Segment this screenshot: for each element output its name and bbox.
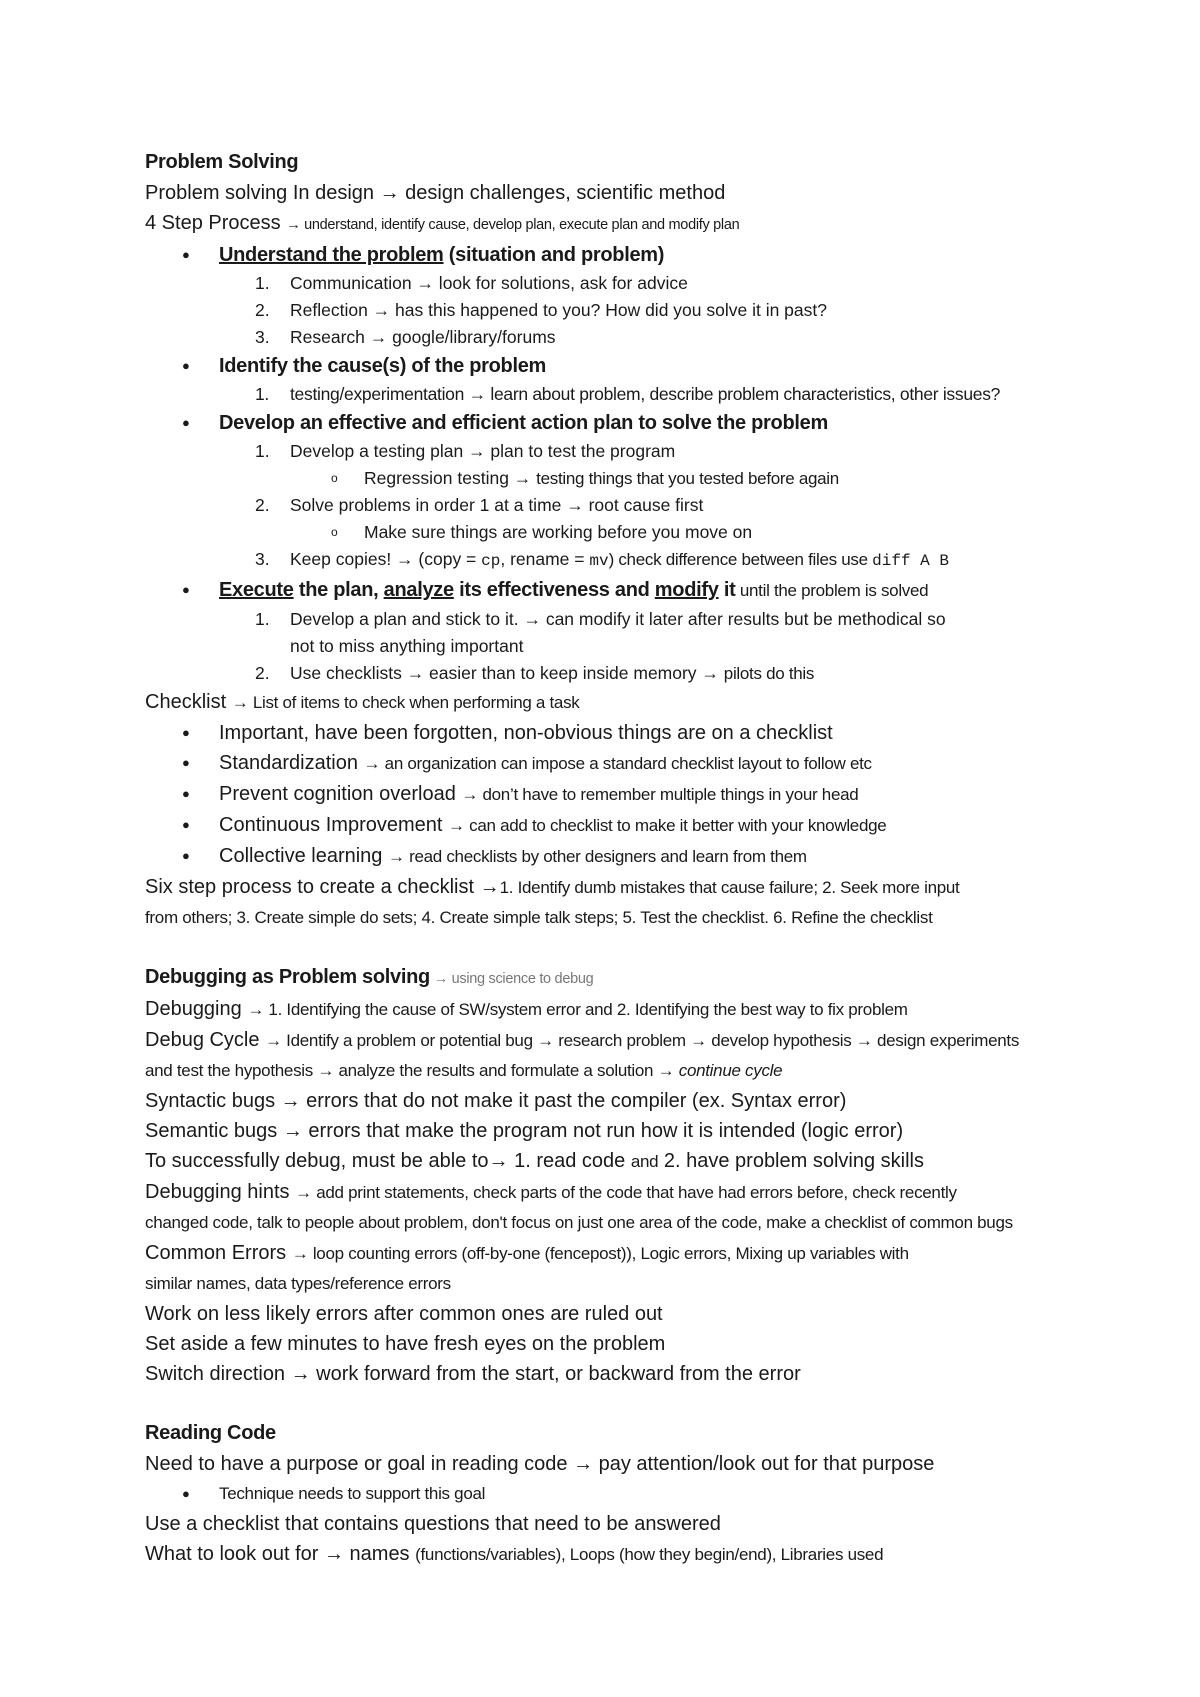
- document-page: [145, 146, 1065, 1570]
- text: Six step process to create a checklist →: [145, 876, 500, 898]
- text: Solve problems in order 1 at a time → root cause first: [290, 495, 704, 515]
- text: analyze: [383, 579, 454, 601]
- paragraph: similar names, data types/reference errors: [145, 1274, 451, 1293]
- numbered-item: [145, 660, 1065, 687]
- number: 1.: [255, 609, 270, 629]
- text: → understand, identify cause, develop plan, execute plan and modify plan: [286, 217, 740, 233]
- paragraph: Problem solving In design → design challenges, scientific method: [145, 182, 726, 204]
- code: diff A B: [872, 552, 949, 570]
- number: 1.: [255, 273, 270, 293]
- text: Research → google/library/forums: [290, 327, 556, 347]
- bullet-item: [145, 810, 1065, 841]
- text: it: [718, 579, 736, 601]
- bullet-item: [145, 718, 1065, 748]
- text: 2. have problem solving skills: [658, 1150, 924, 1172]
- text: 1. Identify dumb mistakes that cause failure; 2. Seek more input: [499, 878, 960, 897]
- text: , rename =: [500, 549, 590, 569]
- code: cp: [481, 552, 501, 570]
- paragraph: [145, 994, 1065, 1025]
- paragraph: Need to have a purpose or goal in reading code → pay attention/look out for that purpose: [145, 1453, 935, 1475]
- circle-bullet-icon: o: [331, 471, 338, 485]
- text: Develop a testing plan → plan to test the program: [290, 441, 676, 461]
- bullet-icon: ●: [182, 582, 190, 597]
- text: → 1. Identifying the cause of SW/system error and 2. Identifying the best way to fix problem: [247, 1000, 908, 1019]
- bullet-icon: ●: [182, 247, 190, 262]
- text: → loop counting errors (off-by-one (fencepost)), Logic errors, Mixing up variables with: [291, 1244, 909, 1263]
- text: What to look out for → names: [145, 1543, 416, 1565]
- text: Debugging hints: [145, 1181, 296, 1203]
- text: → using science to debug: [429, 971, 594, 987]
- circle-bullet-icon: o: [331, 525, 338, 539]
- paragraph: Work on less likely errors after common ones are ruled out: [145, 1303, 663, 1325]
- section-title-reading-code: Reading Code: [145, 1422, 276, 1444]
- text: Keep copies! → (copy =: [290, 549, 482, 569]
- text: Technique needs to support this goal: [219, 1484, 486, 1503]
- bullet-icon: ●: [182, 848, 190, 863]
- paragraph: Switch direction → work forward from the start, or backward from the error: [145, 1363, 801, 1385]
- paragraph: Syntactic bugs → errors that do not make it past the compiler (ex. Syntax error): [145, 1090, 847, 1112]
- text: continue cycle: [678, 1061, 783, 1080]
- paragraph: [145, 687, 1065, 718]
- number: 2.: [255, 495, 270, 515]
- text: Common Errors: [145, 1242, 292, 1264]
- text: Make sure things are working before you move on: [364, 522, 753, 542]
- text: the plan,: [293, 579, 384, 601]
- bullet-item: [145, 748, 1065, 779]
- text: testing/experimentation → learn about problem, describe problem characteristics, other issues?: [290, 384, 1001, 404]
- text: → an organization can impose a standard checklist layout to follow etc: [363, 754, 872, 773]
- paragraph: changed code, talk to people about problem, don't focus on just one area of the code, make a checklist of common bugs: [145, 1213, 1013, 1232]
- text: Checklist: [145, 691, 232, 713]
- bullet-item: [145, 408, 1065, 438]
- text: → don’t have to remember multiple things in your head: [461, 785, 859, 804]
- bullet-item: [145, 841, 1065, 872]
- number: 2.: [255, 300, 270, 320]
- text: Identify the cause(s) of the problem: [219, 355, 547, 377]
- paragraph: Use a checklist that contains questions that need to be answered: [145, 1513, 721, 1535]
- numbered-item: [145, 270, 1065, 297]
- numbered-item: [145, 606, 1065, 633]
- bullet-item: [145, 1479, 1065, 1509]
- text: → List of items to check when performing a task: [231, 693, 580, 712]
- numbered-item: [145, 492, 1065, 519]
- bullet-item: [145, 240, 1065, 270]
- bullet-icon: ●: [182, 415, 190, 430]
- paragraph: [145, 1146, 1065, 1177]
- numbered-item: [145, 297, 1065, 324]
- bullet-icon: ●: [182, 358, 190, 373]
- text: Continuous Improvement: [219, 814, 449, 836]
- section-title-debugging: Debugging as Problem solving: [145, 966, 430, 988]
- text: and: [630, 1152, 659, 1171]
- text: testing things that you tested before again: [536, 469, 839, 488]
- text: Communication → look for solutions, ask for advice: [290, 273, 688, 293]
- number: 3.: [255, 549, 270, 569]
- paragraph: [145, 208, 1065, 240]
- sub-item: [145, 519, 1065, 546]
- paragraph: Set aside a few minutes to have fresh eyes on the problem: [145, 1333, 666, 1355]
- text: Debug Cycle: [145, 1029, 266, 1051]
- bullet-icon: ●: [182, 786, 190, 801]
- text: until the problem is solved: [735, 581, 929, 600]
- text: Develop an effective and efficient action plan to solve the problem: [219, 412, 828, 434]
- text: (functions/variables), Loops (how they begin/end), Libraries used: [415, 1545, 884, 1564]
- text: Debugging: [145, 998, 248, 1020]
- number: 3.: [255, 327, 270, 347]
- text: → can add to checklist to make it better with your knowledge: [448, 816, 887, 835]
- text: → add print statements, check parts of the code that have had errors before, check recently: [295, 1183, 957, 1202]
- paragraph: [145, 1056, 1065, 1086]
- text: its effectiveness and: [453, 579, 655, 601]
- paragraph: from others; 3. Create simple do sets; 4. Create simple talk steps; 5. Test the checklist. 6. Refine the checklist: [145, 908, 933, 927]
- text: ) check difference between files use: [608, 550, 873, 569]
- text: → Identify a problem or potential bug → research problem → develop hypothesis → design experiments: [265, 1031, 1020, 1050]
- bullet-item: [145, 575, 1065, 606]
- paragraph: [145, 1025, 1065, 1056]
- text: Important, have been forgotten, non-obvious things are on a checklist: [219, 722, 833, 744]
- text: → read checklists by other designers and learn from them: [387, 847, 807, 866]
- paragraph: Semantic bugs → errors that make the program not run how it is intended (logic error): [145, 1120, 904, 1142]
- text: Use checklists → easier than to keep inside memory →: [290, 663, 724, 683]
- bullet-icon: ●: [182, 1486, 190, 1501]
- numbered-item: [145, 381, 1065, 408]
- number: 1.: [255, 441, 270, 461]
- spacer: [145, 1389, 1065, 1417]
- paragraph: [145, 1539, 1065, 1570]
- text: and test the hypothesis → analyze the results and formulate a solution →: [145, 1061, 679, 1080]
- text: Collective learning: [219, 845, 388, 867]
- code: mv: [589, 552, 609, 570]
- bullet-icon: ●: [182, 755, 190, 770]
- text: To successfully debug, must be able to→ 1. read code: [145, 1150, 631, 1172]
- text: pilots do this: [723, 664, 815, 683]
- text: Reflection → has this happened to you? How did you solve it in past?: [290, 300, 827, 320]
- text: Develop a plan and stick to it. → can modify it later after results but be methodical so: [290, 609, 946, 629]
- paragraph: [145, 1177, 1065, 1208]
- paragraph: [145, 872, 1065, 903]
- text: Regression testing →: [364, 468, 537, 488]
- bullet-icon: ●: [182, 817, 190, 832]
- number: 1.: [255, 384, 269, 404]
- text: Prevent cognition overload: [219, 783, 462, 805]
- paragraph: [145, 1238, 1065, 1269]
- number: 2.: [255, 663, 270, 683]
- text: Standardization: [219, 752, 364, 774]
- numbered-item: [145, 438, 1065, 465]
- bullet-item: [145, 351, 1065, 381]
- section-title-problem-solving: Problem Solving: [145, 151, 299, 173]
- text: modify: [654, 579, 719, 601]
- section-heading: [145, 961, 1065, 994]
- bullet-icon: ●: [182, 725, 190, 740]
- sub-item: [145, 465, 1065, 492]
- text: Understand the problem: [219, 244, 444, 266]
- numbered-item-continuation: not to miss anything important: [290, 636, 524, 656]
- bullet-item: [145, 779, 1065, 810]
- numbered-item: [145, 324, 1065, 351]
- text: 4 Step Process: [145, 212, 287, 234]
- text: (situation and problem): [443, 244, 665, 266]
- text: Execute: [219, 579, 294, 601]
- numbered-item: [145, 546, 1065, 575]
- spacer: [145, 933, 1065, 961]
